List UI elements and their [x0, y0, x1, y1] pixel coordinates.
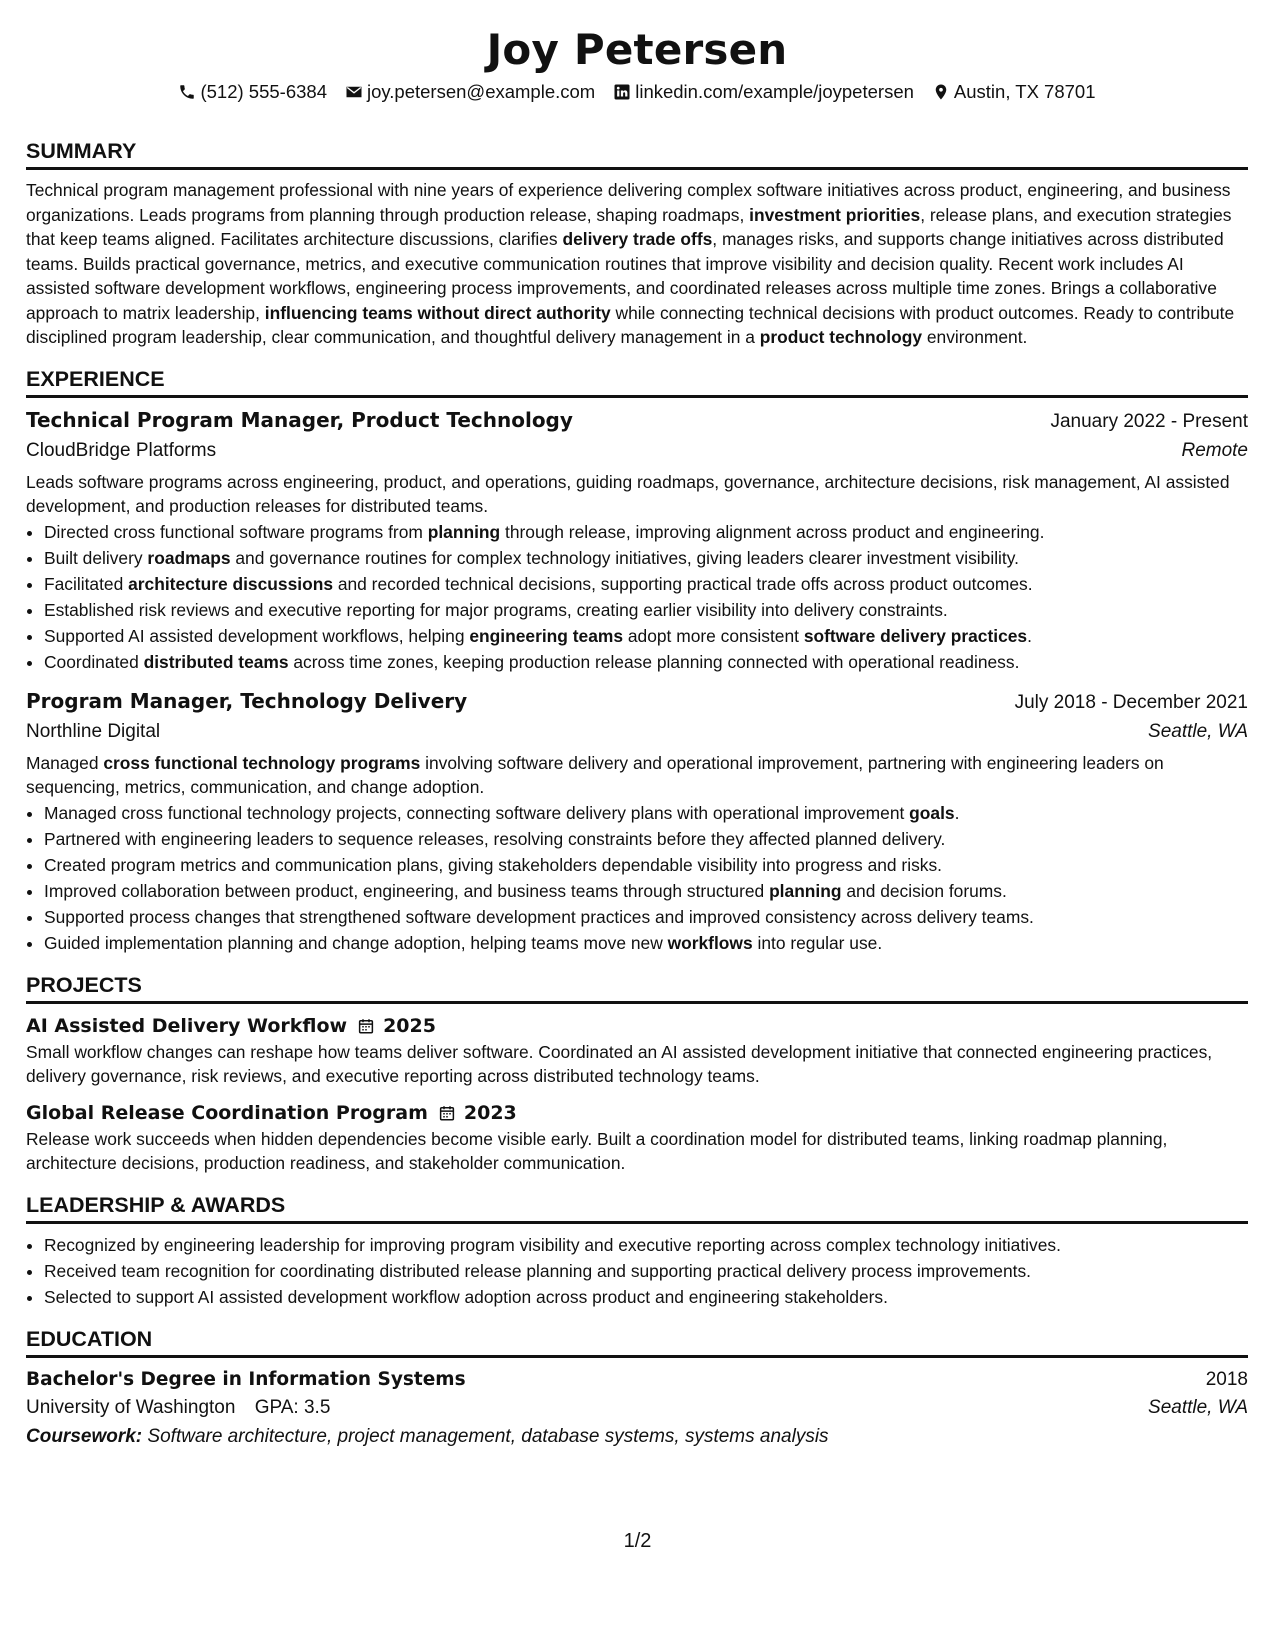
- experience-heading: EXPERIENCE: [26, 366, 1248, 398]
- project-year: 2023: [463, 1101, 517, 1124]
- school-name: University of Washington: [26, 1396, 236, 1418]
- project-description: Release work succeeds when hidden dependencies become visible early. Built a coordination model for distributed teams, linking roadmap planning, architecture decisions, production readiness, and stakeholder communication.: [26, 1128, 1168, 1173]
- job-bullet: • Managed cross functional technology projects, connecting software delivery plans with operational improvement goals.: [44, 800, 1248, 826]
- job-bullet: • Built delivery roadmaps and governance routines for complex technology initiatives, giving leaders clearer investment visibility.: [44, 545, 1248, 571]
- resume-page: [26, 0, 1248, 1452]
- calendar-icon: [438, 1104, 456, 1122]
- job-bullet: • Supported process changes that strengthened software development practices and improved consistency across delivery teams.: [44, 904, 1248, 930]
- job-bullets: [26, 519, 1248, 675]
- gpa: GPA: 3.5: [254, 1396, 331, 1418]
- leadership-list: [26, 1232, 1248, 1310]
- job-summary: Managed cross functional technology programs involving software delivery and operational improvement, partnering with engineering leaders on sequencing, metrics, communication, and change adoption.: [26, 752, 1164, 797]
- education-location: Seattle, WA: [1148, 1396, 1248, 1418]
- job-bullet: • Created program metrics and communication plans, giving stakeholders dependable visibility into progress and risks.: [44, 852, 1248, 878]
- leadership-heading: LEADERSHIP & AWARDS: [26, 1192, 1248, 1224]
- envelope-icon: [345, 83, 363, 101]
- calendar-icon: [357, 1017, 375, 1035]
- linkedin-icon: [613, 83, 631, 101]
- job-dates: January 2022 - Present: [1050, 410, 1248, 432]
- job-bullet: • Supported AI assisted development workflows, helping engineering teams adopt more consistent software delivery practices.: [44, 623, 1248, 649]
- education-heading: EDUCATION: [26, 1326, 1248, 1358]
- summary-heading: SUMMARY: [26, 138, 1248, 170]
- coursework-list: Software architecture, project management, database systems, systems analysis: [142, 1425, 829, 1447]
- location-text: Austin, TX 78701: [953, 81, 1096, 102]
- leadership-item: • Selected to support AI assisted development workflow adoption across product and engineering stakeholders.: [44, 1284, 1248, 1310]
- phone-icon: [178, 83, 196, 101]
- coursework: [26, 1422, 1248, 1452]
- linkedin-link[interactable]: linkedin.com/example/joypetersen: [635, 81, 914, 102]
- contact-location: [932, 80, 1096, 104]
- contact-phone: [178, 80, 327, 104]
- contact-bar: [26, 80, 1248, 104]
- project-title: Global Release Coordination Program: [26, 1101, 428, 1124]
- leadership-item: • Recognized by engineering leadership for improving program visibility and executive reporting across complex technology initiatives.: [44, 1232, 1248, 1258]
- job-title: Technical Program Manager, Product Technology: [26, 407, 573, 432]
- job-bullet: • Guided implementation planning and change adoption, helping teams move new workflows into regular use.: [44, 930, 1248, 956]
- job-bullet: • Directed cross functional software programs from planning through release, improving alignment across product and engineering.: [44, 519, 1248, 545]
- contact-linkedin[interactable]: [613, 80, 914, 104]
- map-pin-icon: [932, 83, 950, 101]
- coursework-label: Coursework:: [26, 1425, 143, 1447]
- job-bullet: • Coordinated distributed teams across time zones, keeping production release planning connected with operational readiness.: [44, 649, 1248, 675]
- project-description: Small workflow changes can reshape how teams deliver software. Coordinated an AI assisted development initiative that connected engineering practices, delivery governance, risk reviews, and executive reporting across distributed technology teams.: [26, 1041, 1213, 1086]
- job-bullet: • Improved collaboration between product, engineering, and business teams through structured planning and decision forums.: [44, 878, 1248, 904]
- job-summary: Leads software programs across engineering, product, and operations, guiding roadmaps, governance, architecture decisions, risk management, AI assisted development, and production releases for distributed teams.: [26, 471, 1230, 516]
- contact-email[interactable]: [345, 80, 595, 104]
- project-title: AI Assisted Delivery Workflow: [26, 1014, 348, 1037]
- job-entry: [26, 687, 1248, 956]
- email-link[interactable]: joy.petersen@example.com: [367, 81, 596, 102]
- leadership-item: • Received team recognition for coordinating distributed release planning and supporting practical delivery process improvements.: [44, 1258, 1248, 1284]
- job-bullet: • Established risk reviews and executive reporting for major programs, creating earlier visibility into delivery constraints.: [44, 597, 1248, 623]
- project-entry: [26, 1099, 1248, 1176]
- project-entry: [26, 1012, 1248, 1089]
- job-location: Remote: [1181, 439, 1248, 461]
- job-bullets: [26, 800, 1248, 956]
- company-name: CloudBridge Platforms: [26, 439, 217, 461]
- degree-title: Bachelor's Degree in Information Systems: [26, 1368, 466, 1390]
- page-number: 1/2: [623, 1530, 652, 1552]
- job-title: Program Manager, Technology Delivery: [26, 688, 468, 713]
- phone-text: (512) 555-6384: [200, 81, 327, 102]
- graduation-year: 2018: [1205, 1368, 1248, 1390]
- company-name: Northline Digital: [26, 720, 161, 742]
- job-bullet: • Partnered with engineering leaders to sequence releases, resolving constraints before they affected planned delivery.: [44, 826, 1248, 852]
- job-dates: July 2018 - December 2021: [1014, 691, 1248, 713]
- projects-heading: PROJECTS: [26, 972, 1248, 1004]
- project-year: 2025: [383, 1014, 436, 1037]
- summary-text: Technical program management professional with nine years of experience delivering complex software initiatives across product, engineering, and business organizations. Leads programs from planning through production release, shaping roadmaps, investment priorities, release plans, and execution strategies that keep teams aligned. Facilitates architecture discussions, clarifies delivery trade offs, manages risks, and supports change initiatives across distributed teams. Builds practical governance, metrics, and executive communication routines that improve visibility and decision quality. Recent work includes AI assisted software development workflows, engineering process improvements, and coordinated releases across multiple time zones. Brings a collaborative approach to matrix leadership, influencing teams without direct authority while connecting technical decisions with product outcomes. Ready to contribute disciplined program leadership, clear communication, and thoughtful delivery management in a product technology environment.: [26, 180, 1235, 347]
- job-entry: [26, 406, 1248, 675]
- candidate-name: Joy Petersen: [486, 25, 788, 74]
- job-location: Seattle, WA: [1148, 720, 1248, 742]
- job-bullet: • Facilitated architecture discussions and recorded technical decisions, supporting practical trade offs across product outcomes.: [44, 571, 1248, 597]
